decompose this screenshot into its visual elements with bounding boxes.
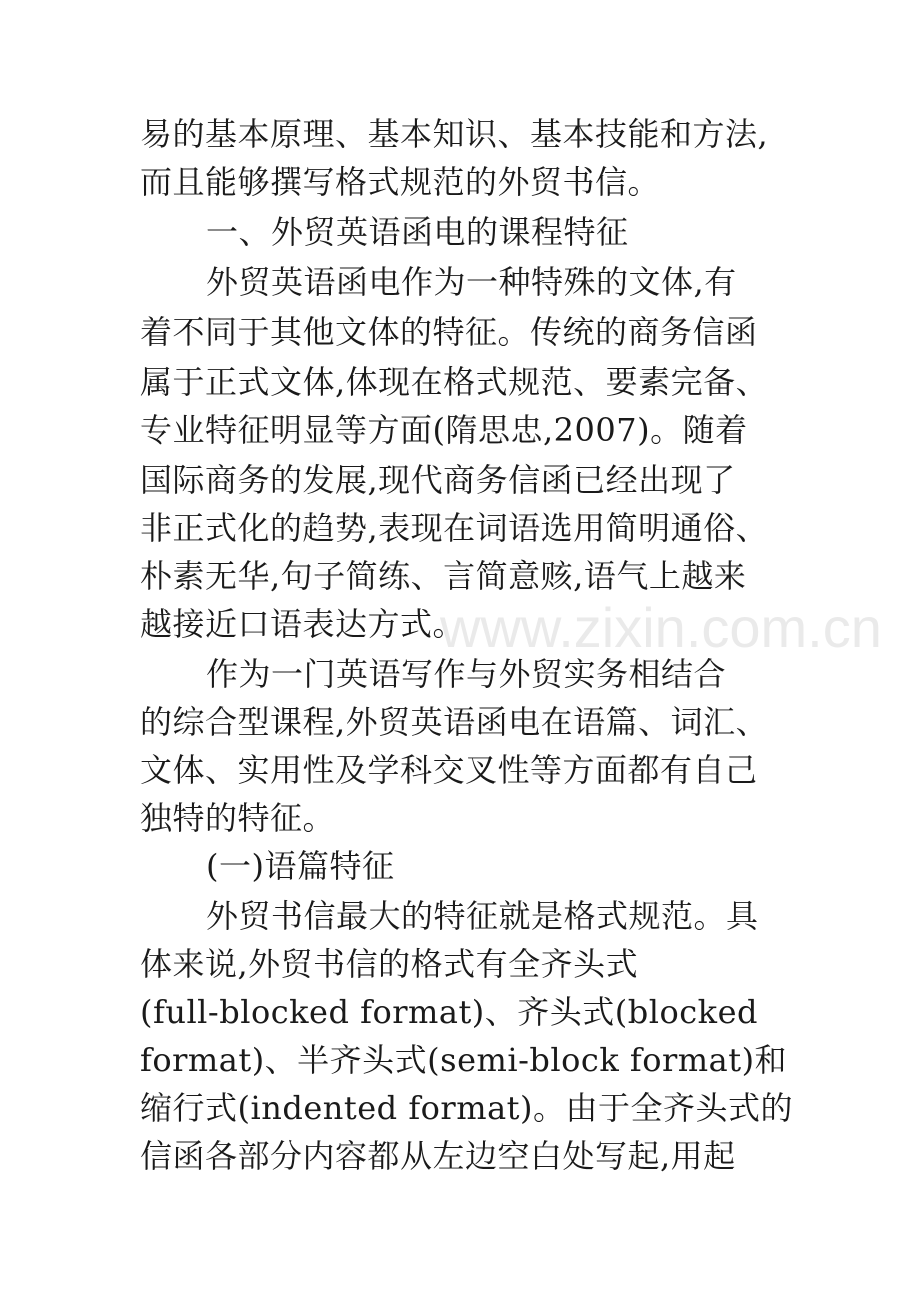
text-line: 专业特征明显等方面(隋思忠,2007)。随着: [140, 411, 748, 449]
text-line: 独特的特征。: [140, 799, 336, 837]
text-line: 朴素无华,句子简练、言简意赅,语气上越来: [140, 557, 747, 595]
section-heading: 一、外贸英语函电的课程特征: [206, 213, 629, 251]
text-line: 缩行式(indented format)。由于全齐头式的: [140, 1089, 793, 1127]
text-line: 信函各部分内容都从左边空白处写起,用起: [140, 1137, 736, 1175]
text-line: 作为一门英语写作与外贸实务相结合: [206, 655, 727, 693]
text-line: 体来说,外贸书信的格式有全齐头式: [140, 945, 639, 983]
text-line: 易的基本原理、基本知识、基本技能和方法,: [140, 115, 769, 153]
text-line: 外贸英语函电作为一种特殊的文体,有: [206, 263, 737, 301]
text-line: 越接近口语表达方式。: [140, 605, 466, 643]
text-line: 国际商务的发展,现代商务信函已经出现了: [140, 461, 736, 499]
text-line: (full-blocked format)、齐头式(blocked: [140, 993, 758, 1031]
text-line: 非正式化的趋势,表现在词语选用简明通俗、: [140, 509, 769, 547]
text-line: 而且能够撰写格式规范的外贸书信。: [140, 163, 661, 201]
text-line: 着不同于其他文体的特征。传统的商务信函: [140, 313, 758, 351]
text-line: 属于正式文体,体现在格式规范、要素完备、: [140, 363, 769, 401]
text-line: 外贸书信最大的特征就是格式规范。具: [206, 897, 759, 935]
watermark: www.zixin.com.cn: [440, 596, 882, 659]
subsection-heading: (一)语篇特征: [206, 847, 395, 885]
text-line: 的综合型课程,外贸英语函电在语篇、词汇、: [140, 703, 769, 741]
text-line: format)、半齐头式(semi-block format)和: [140, 1041, 788, 1079]
text-line: 文体、实用性及学科交叉性等方面都有自己: [140, 751, 758, 789]
